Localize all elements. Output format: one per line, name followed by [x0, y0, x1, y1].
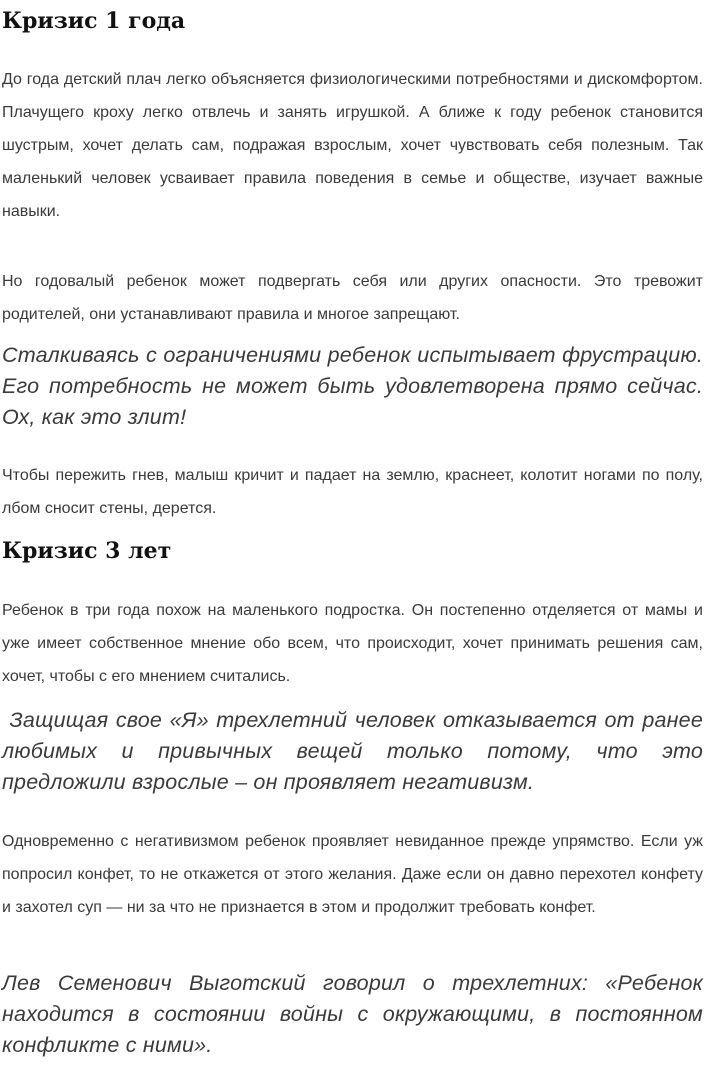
section-heading-crisis-3-years: Кризис 3 лет	[2, 538, 172, 564]
section-heading-crisis-1-year: Кризис 1 года	[2, 8, 186, 34]
quote-negativism: Защищая свое «Я» трехлетний человек отказывается от ранее любимых и привычных вещей только потому, что это предложили взрослые – он проявляет негативизм.	[2, 708, 703, 794]
paragraph-anger: Чтобы пережить гнев, малыш кричит и падает на землю, краснеет, колотит ногами по полу, лбом сносит стены, дерется.	[2, 467, 703, 517]
paragraph-under-one-year: До года детский плач легко объясняется физиологическими потребностями и дискомфортом. Плачущего кроху легко отвлечь и занять игрушкой. А ближе к году ребенок становится шустрым, хочет делать сам, подражая взрослым, хочет чувствовать себя полезным. Так маленький человек усваивает правила поведения в семье и обществе, изучает важные навыки.	[2, 71, 703, 220]
paragraph-one-year-dangers: Но годовалый ребенок может подвергать себя или других опасности. Это тревожит родителей, они устанавливают правила и многое запрещают.	[2, 273, 703, 323]
quote-frustration: Сталкиваясь с ограничениями ребенок испытывает фрустрацию. Его потребность не может быть удовлетворена прямо сейчас. Ох, как это злит!	[2, 343, 703, 429]
paragraph-three-years: Ребенок в три года похож на маленького подростка. Он постепенно отделяется от мамы и уже имеет собственное мнение обо всем, что происходит, хочет принимать решения сам, хочет, чтобы с его мнением считались.	[2, 602, 703, 685]
paragraph-stubbornness: Одновременно с негативизмом ребенок проявляет невиданное прежде упрямство. Если уж попросил конфет, то не откажется от этого желания. Даже если он давно перехотел конфету и захотел суп — ни за что не признается в этом и продолжит требовать конфет.	[2, 833, 703, 916]
quote-vygotsky: Лев Семенович Выготский говорил о трехлетних: «Ребенок находится в состоянии войны с окружающими, в постоянном конфликте с ними».	[2, 971, 703, 1057]
